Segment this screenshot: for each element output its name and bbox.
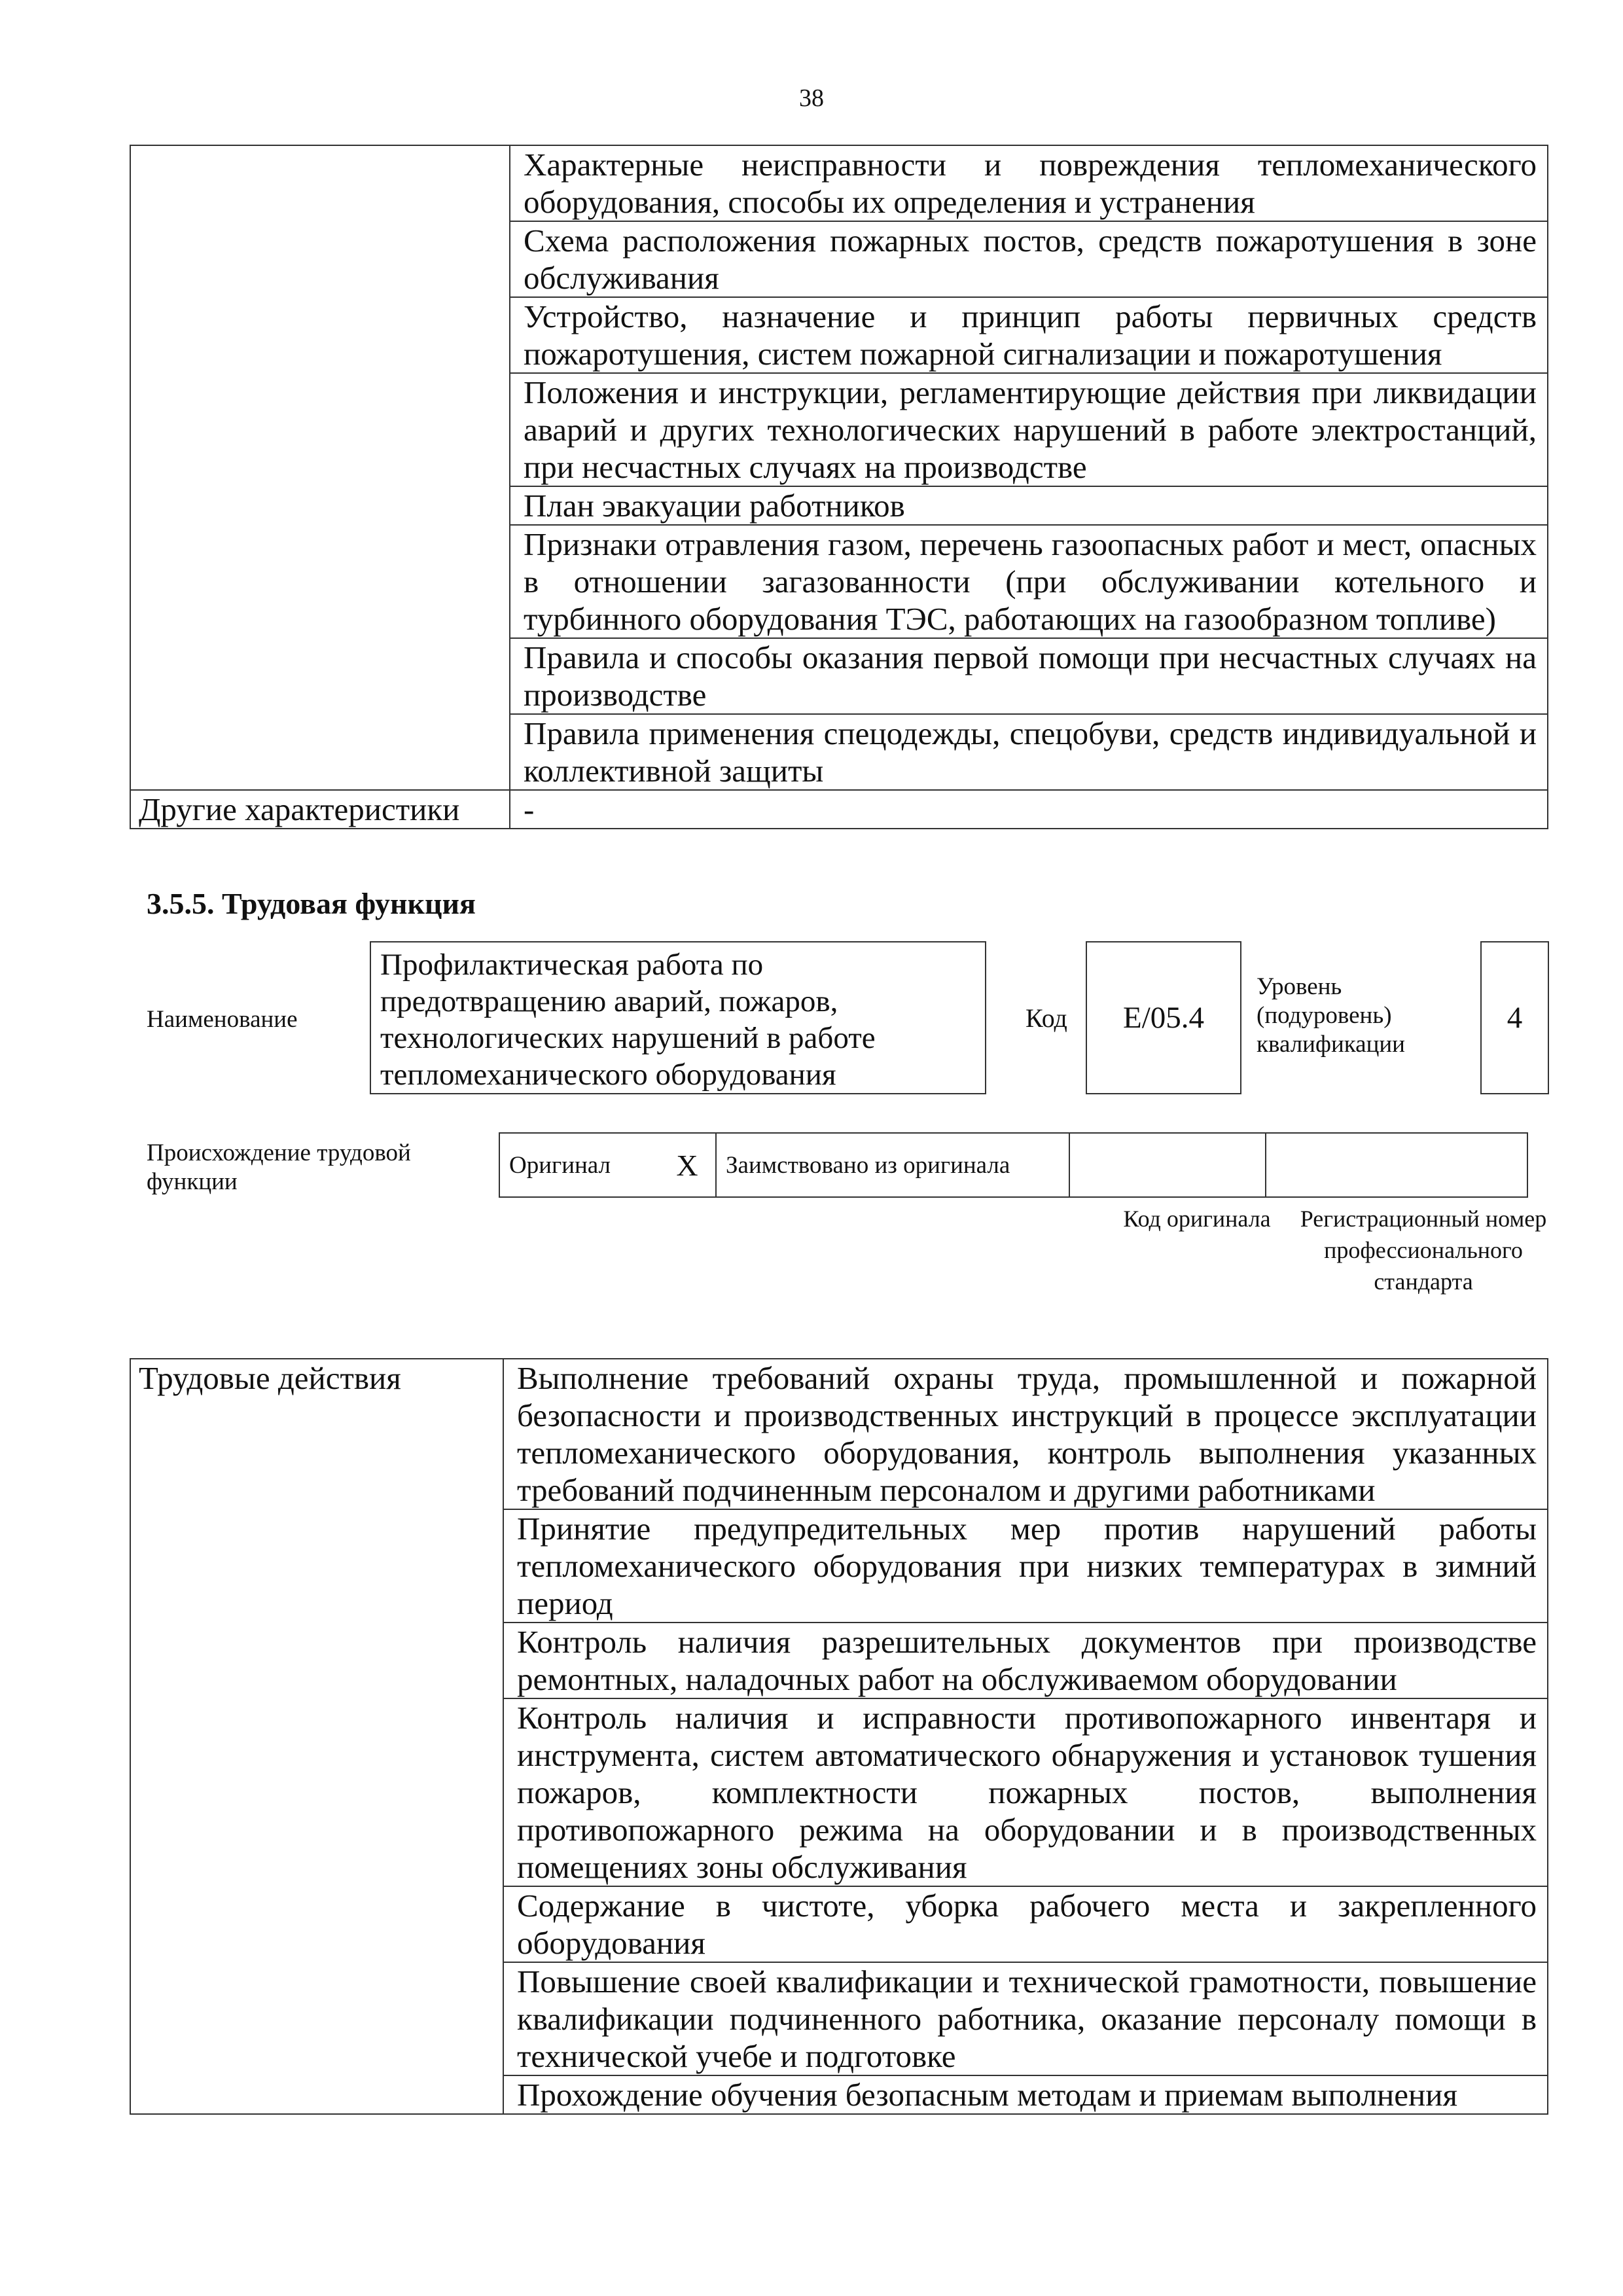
other-characteristics-label: Другие характеристики (130, 790, 510, 829)
reg-number-caption: Регистрационный номер профессионального стандарта (1300, 1206, 1547, 1295)
table-cell: Признаки отравления газом, перечень газоопасных работ и мест, опасных в отношении загазованности (при обслуживании котельного и турбинного оборудования ТЭС, работающих на газообразном топливе) (510, 525, 1548, 638)
table-cell: Устройство, назначение и принцип работы первичных средств пожаротушения, систем пожарной сигнализации и пожаротушения (510, 297, 1548, 373)
level-value: 4 (1480, 941, 1549, 1094)
code-label: Код (1026, 1003, 1067, 1033)
table-cell: Положения и инструкции, регламентирующие действия при ликвидации аварий и других технологических нарушений в работе электростанций, при несчастных случаях на производстве (510, 373, 1548, 486)
table-cell: Содержание в чистоте, уборка рабочего места и закрепленного оборудования (503, 1886, 1548, 1962)
table-cell: Характерные неисправности и повреждения тепломеханического оборудования, способы их определения и устранения (510, 145, 1548, 221)
level-label: Уровень (подуровень) квалификации (1257, 973, 1405, 1058)
table-cell: Контроль наличия и исправности противопожарного инвентаря и инструмента, систем автоматического обнаружения и установок тушения пожаров, комплектности пожарных постов, выполнения противопожарного режима на оборудовании и в производственных помещениях зоны обслуживания (503, 1698, 1548, 1886)
table-cell: Правила применения спецодежды, спецобуви, средств индивидуальной и коллективной защиты (510, 714, 1548, 790)
table-row (499, 1133, 1527, 1197)
table-cell: Выполнение требований охраны труда, промышленной и пожарной безопасности и производственных инструкций в процессе эксплуатации тепломеханического оборудования, контроль выполнения указанных требований подчиненным персоналом и другими работниками (503, 1359, 1548, 1509)
table-cell: Контроль наличия разрешительных документов при производстве ремонтных, наладочных работ на обслуживаемом оборудовании (503, 1623, 1548, 1698)
name-value: Профилактическая работа по предотвращению аварий, пожаров, технологических нарушений в работе тепломеханического оборудования (370, 941, 986, 1094)
borrowed-label: Заимствовано из оригинала (716, 1133, 1069, 1197)
labor-actions-table (130, 1358, 1548, 2115)
page-number: 38 (799, 84, 824, 112)
table-cell: Повышение своей квалификации и технической грамотности, повышение квалификации подчиненного работника, оказание персоналу помощи в технической учебе и подготовке (503, 1962, 1548, 2075)
origin-code-cell (1069, 1133, 1266, 1197)
table-row (130, 790, 1548, 829)
origin-code-caption: Код оригинала (1123, 1206, 1271, 1232)
code-value: E/05.4 (1086, 941, 1241, 1094)
table-cell: Правила и способы оказания первой помощи при несчастных случаях на производстве (510, 638, 1548, 714)
table-cell: Принятие предупредительных мер против нарушений работы тепломеханического оборудования при низких температурах в зимний период (503, 1509, 1548, 1623)
section-heading: 3.5.5. Трудовая функция (147, 887, 476, 920)
labor-actions-label: Трудовые действия (130, 1359, 503, 2114)
table-row (130, 1359, 1548, 1509)
origin-label: Происхождение трудовой функции (147, 1139, 411, 1195)
table-cell-empty (130, 145, 510, 790)
origin-table (499, 1132, 1528, 1198)
original-mark: X (659, 1133, 716, 1197)
reg-number-cell (1266, 1133, 1527, 1197)
table-row (130, 145, 1548, 221)
table-cell: Прохождение обучения безопасным методам и приемам выполнения (503, 2075, 1548, 2114)
table-cell: План эвакуации работников (510, 486, 1548, 525)
name-label: Наименование (147, 1006, 298, 1033)
other-characteristics-value: - (510, 790, 1548, 829)
knowledge-table (130, 145, 1548, 829)
table-cell: Схема расположения пожарных постов, средств пожаротушения в зоне обслуживания (510, 221, 1548, 297)
original-label: Оригинал (499, 1133, 659, 1197)
